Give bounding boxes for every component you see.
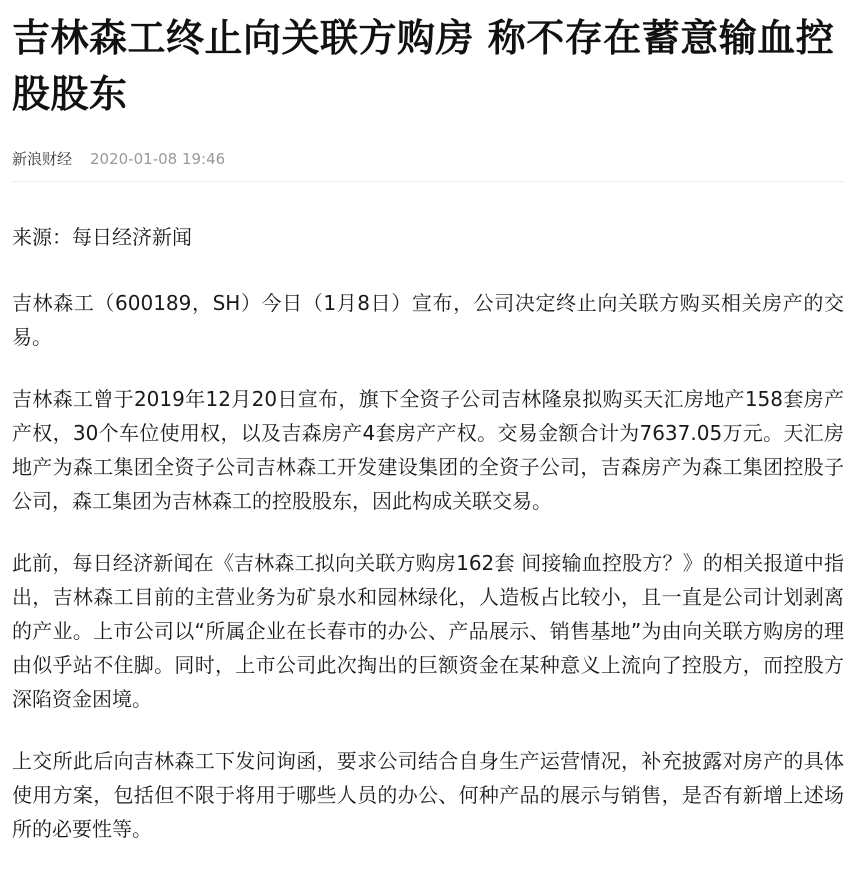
publish-time: 2020-01-08 19:46 (90, 150, 226, 168)
paragraph: 此前，每日经济新闻在《吉林森工拟向关联方购房162套 间接输血控股方？》的相关报道中指出，吉林森工目前的主营业务为矿泉水和园林绿化，人造板占比较小，且一直是公司计划剥离的产业。上市公司以“所属企业在长春市的办公、产品展示、销售基地”为由向关联方购房的理由似乎站不住脚。同时，上市公司此次掏出的巨额资金在某种意义上流向了控股方，而控股方深陷资金困境。 (12, 551, 844, 711)
article-title: 吉林森工终止向关联方购房 称不存在蓄意输血控股股东 (12, 16, 835, 116)
paragraph: 吉林森工曾于2019年12月20日宣布，旗下全资子公司吉林隆泉拟购买天汇房地产158套房产产权，30个车位使用权，以及吉森房产4套房产产权。交易金额合计为7637.05万元。天汇房地产为森工集团全资子公司吉林森工开发建设集团的全资子公司，吉森房产为森工集团控股子公司，森工集团为吉林森工的控股股东，因此构成关联交易。 (12, 387, 844, 513)
paragraph: 上交所此后向吉林森工下发问询函，要求公司结合自身生产运营情况，补充披露对房产的具体使用方案，包括但不限于将用于哪些人员的办公、何种产品的展示与销售，是否有新增上述场所的必要性等。 (12, 749, 844, 841)
source-label[interactable]: 新浪财经 (12, 150, 73, 168)
article (0, 10, 856, 890)
paragraph-source: 来源：每日经济新闻 (12, 225, 192, 249)
paragraph: 吉林森工（600189，SH）今日（1月8日）宣布，公司决定终止向关联方购买相关房产的交易。 (12, 291, 844, 349)
article-meta (12, 149, 844, 169)
meta-divider (12, 181, 844, 182)
article-body (12, 220, 844, 846)
